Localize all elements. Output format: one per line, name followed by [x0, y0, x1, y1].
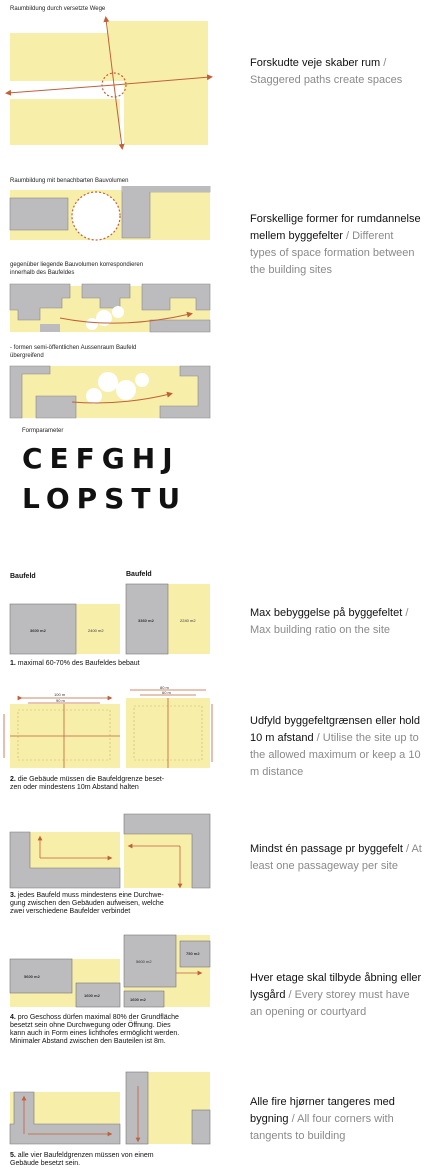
rule-1-caption: 1. maximal 60-70% des Baufeldes bebaut	[10, 660, 140, 667]
diagram-semi-public	[0, 362, 215, 424]
diagram-building-ratio	[0, 582, 215, 658]
desc-opening: Hver etage skal tilbyde åbning eller lysgård / Every storey must have an opening or courtyard	[250, 972, 422, 1018]
rule-2-caption: 2. die Gebäude müssen die Baufeldgrenze beset- zen oder mindestens 10m Abstand halten	[10, 776, 165, 791]
form-letters-row2: LOPSTU	[22, 482, 188, 515]
form-letters-row1: CEFGHJ	[22, 442, 180, 475]
area-label-d: 2240 m2	[180, 618, 196, 623]
diagram-passage	[0, 812, 215, 890]
caption-form-parameters: Formparameter	[22, 428, 64, 434]
desc-staggered-paths: Forskudte veje skaber rum / Staggered paths create spaces	[250, 57, 403, 86]
area-label-b: 2400 m2	[88, 628, 104, 633]
rule-5-caption: 5. alle vier Baufeldgrenzen müssen von einem Gebäude besetzt sein.	[10, 1152, 154, 1167]
area-label-c: 3360 m2	[138, 618, 154, 623]
caption-opposite-volumes-2: innerhalb des Baufeldes	[10, 270, 75, 276]
area-label-a: 3600 m2	[30, 628, 46, 633]
diagram-boundary-distance	[0, 684, 215, 772]
block-bottom-right	[124, 81, 208, 145]
diagram-opening	[0, 933, 215, 1011]
rule-3-caption: 3. jedes Baufeld muss mindestens eine Durchwe- gung zwischen den Gebäuden aufweisen, welche zwei verschiedene Baufelder verbindet	[10, 892, 164, 915]
area-label-f: 1600 m2	[84, 993, 100, 998]
diagram-staggered-paths	[0, 15, 215, 150]
block-top-right	[108, 21, 208, 81]
dim-100: 100 m	[54, 692, 66, 697]
dim-90: 90 m	[56, 698, 65, 703]
caption-semi-public-2: übergreifend	[10, 353, 44, 359]
area-label-e: 5600 m2	[24, 974, 40, 979]
desc-four-corners: Alle fire hjørner tangeres med bygning / All four corners with tangents to building	[250, 1096, 395, 1142]
diagram-neighbouring-volumes	[0, 186, 215, 248]
desc-boundary-distance: Udfyld byggefeltgrænsen eller hold 10 m afstand / Utilise the site up to the allowed maximum or keep a 10 m distance	[250, 715, 421, 778]
caption-opposite-volumes-1: gegenüber liegende Bauvolumen korrespondieren	[10, 262, 144, 268]
desc-space-formation: Forskellige former for rumdannelse mellem byggefelter / Different types of space formation between the building sites	[250, 213, 421, 276]
area-label-h: 750 m2	[186, 951, 200, 956]
area-label-g: 5600 m2	[136, 959, 152, 964]
caption-neighbouring-volumes: Raumbildung mit benachbarten Bauvolumen	[10, 178, 129, 184]
diagram-four-corners	[0, 1070, 215, 1148]
block-bottom-left	[10, 99, 120, 145]
caption-staggered-paths: Raumbildung durch versetzte Wege	[10, 6, 106, 12]
rule-4-caption: 4. pro Geschoss dürfen maximal 80% der Grundfläche besetzt sein ohne Durchwegung oder Öffnung. Dies kann auch in Form eines lichthofes ermöglicht werden. Minimaler Abstand zwischen den Bauteilen ist 8m.	[10, 1014, 180, 1045]
area-label-i: 1600 m2	[130, 997, 146, 1002]
desc-building-ratio: Max bebyggelse på byggefeltet / Max building ratio on the site	[250, 607, 409, 636]
desc-passage: Mindst én passage pr byggefelt / At least one passageway per site	[250, 843, 422, 872]
baufeld-title-2: Baufeld	[126, 571, 152, 578]
dim-60: 60 m	[162, 690, 171, 695]
diagram-opposite-volumes	[0, 280, 215, 340]
baufeld-title-1: Baufeld	[10, 573, 36, 580]
block-top-left	[10, 33, 108, 81]
dim-80: 80 m	[160, 685, 169, 690]
caption-semi-public-1: - formen semi-öffentlichen Aussenraum Baufeld	[10, 345, 137, 351]
